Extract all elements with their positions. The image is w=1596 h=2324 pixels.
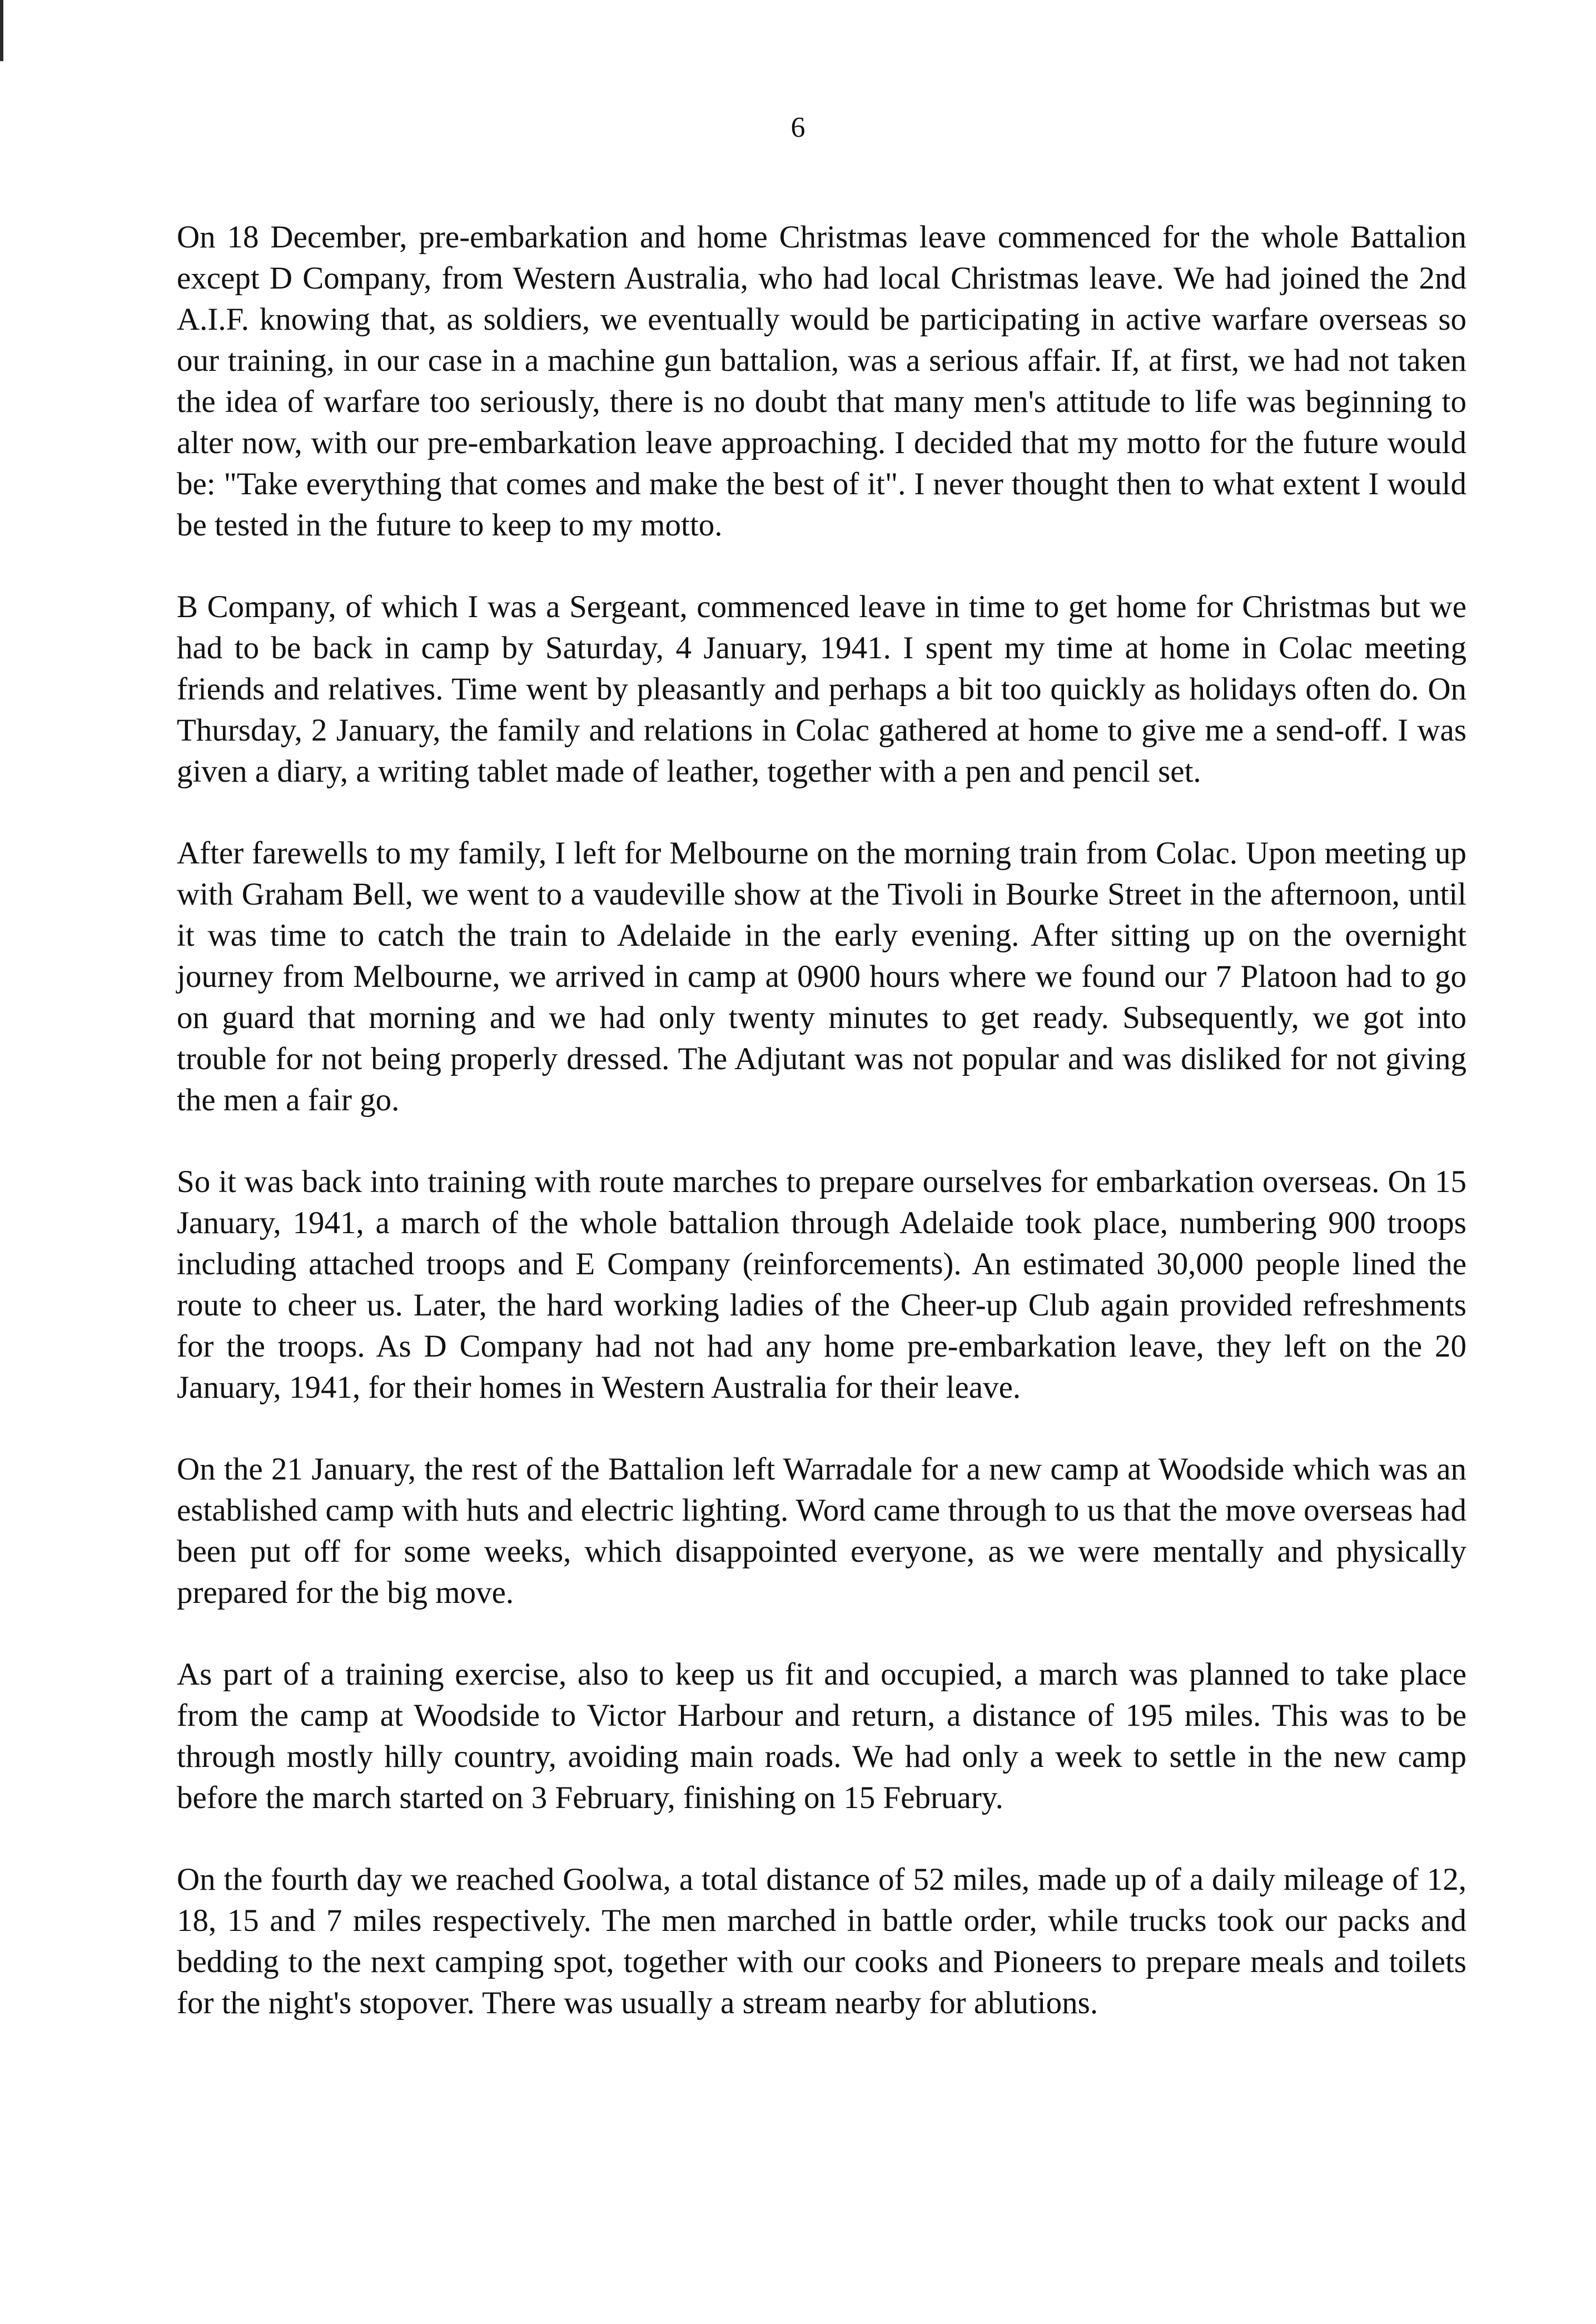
body-text	[177, 217, 1466, 2064]
paragraph-victor-harbour-march: As part of a training exercise, also to keep us fit and occupied, a march was planned to take place from the camp at Woodside to Victor Harbour and return, a distance of 195 miles. This was to be through mostly hilly country, avoiding main roads. We had only a week to settle in the new camp before the march started on 3 February, finishing on 15 February.	[177, 1657, 1466, 1815]
scan-edge-mark	[0, 0, 3, 61]
paragraph-home-in-colac: B Company, of which I was a Sergeant, commenced leave in time to get home for Christmas but we had to be back in camp by Saturday, 4 January, 1941. I spent my time at home in Colac meeting friends and relatives. Time went by pleasantly and perhaps a bit too quickly as holidays often do. On Thursday, 2 January, the family and relations in Colac gathered at home to give me a send-off. I was given a diary, a writing tablet made of leather, together with a pen and pencil set.	[177, 589, 1466, 789]
page-number: 6	[790, 112, 806, 143]
paragraph-woodside-camp: On the 21 January, the rest of the Battalion left Warradale for a new camp at Woodside which was an established camp with huts and electric lighting. Word came through to us that the move overseas had been put off for some weeks, which disappointed everyone, as we were mentally and physically prepared for the big move.	[177, 1452, 1466, 1610]
paragraph-return-to-camp: After farewells to my family, I left for Melbourne on the morning train from Colac. Upon meeting up with Graham Bell, we went to a vaudeville show at the Tivoli in Bourke Street in the afternoon, until it was time to catch the train to Adelaide in the early evening. After sitting up on the overnight journey from Melbourne, we arrived in camp at 0900 hours where we found our 7 Platoon had to go on guard that morning and we had only twenty minutes to get ready. Subsequently, we got into trouble for not being properly dressed. The Adjutant was not popular and was disliked for not giving the men a fair go.	[177, 836, 1466, 1118]
paragraph-christmas-leave: On 18 December, pre-embarkation and home Christmas leave commenced for the whole Battalion except D Company, from Western Australia, who had local Christmas leave. We had joined the 2nd A.I.F. knowing that, as soldiers, we eventually would be participating in active warfare overseas so our training, in our case in a machine gun battalion, was a serious affair. If, at first, we had not taken the idea of warfare too seriously, there is no doubt that many men's attitude to life was beginning to alter now, with our pre-embarkation leave approaching. I decided that my motto for the future would be: "Take everything that comes and make the best of it". I never thought then to what extent I would be tested in the future to keep to my motto.	[177, 220, 1466, 543]
paragraph-goolwa: On the fourth day we reached Goolwa, a total distance of 52 miles, made up of a daily mileage of 12, 18, 15 and 7 miles respectively. The men marched in battle order, while trucks took our packs and bedding to the next camping spot, together with our cooks and Pioneers to prepare meals and toilets for the night's stopover. There was usually a stream nearby for ablutions.	[177, 1862, 1466, 2020]
paragraph-adelaide-march: So it was back into training with route marches to prepare ourselves for embarkation overseas. On 15 January, 1941, a march of the whole battalion through Adelaide took place, numbering 900 troops including attached troops and E Company (reinforcements). An estimated 30,000 people lined the route to cheer us. Later, the hard working ladies of the Cheer-up Club again provided refreshments for the troops. As D Company had not had any home pre-embarkation leave, they left on the 20 January, 1941, for their homes in Western Australia for their leave.	[177, 1164, 1466, 1405]
